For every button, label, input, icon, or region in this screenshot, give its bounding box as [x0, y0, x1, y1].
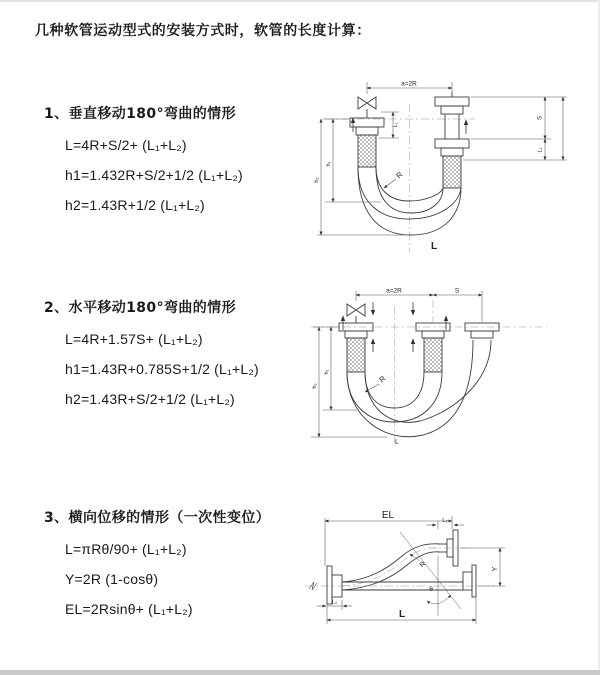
- scan-edge-top: [0, 0, 600, 2]
- formula-line: h1=1.43R+0.785S+1/2 (L₁+L₂): [65, 361, 259, 377]
- pipes-and-hose: [339, 304, 499, 437]
- section-heading: 1、垂直移动180°弯曲的情形: [44, 106, 236, 122]
- dim-h2-label: h₂: [314, 177, 320, 183]
- dim-l1-left-label: L₁: [393, 122, 399, 128]
- length-label: L: [398, 609, 406, 620]
- formula-line: L=4R+S/2+ (L₁+L₂): [65, 137, 187, 153]
- formula-line: h1=1.432R+S/2+1/2 (L₁+L₂): [65, 167, 243, 183]
- length-label: L: [395, 439, 399, 446]
- section-lateral-displacement: [44, 507, 270, 617]
- scan-edge-bottom: [0, 670, 600, 675]
- formula-line: h2=1.43R+S/2+1/2 (L₁+L₂): [65, 391, 235, 407]
- length-label: L: [430, 241, 438, 252]
- dim-s-label: S: [454, 287, 460, 295]
- dim-s-label: S: [537, 115, 544, 121]
- dim-h1-label: h₁: [324, 369, 330, 375]
- dim-l1-label: L₁: [332, 599, 337, 606]
- centerlines: [305, 548, 495, 586]
- diagram-labels: [314, 81, 544, 253]
- valve-icon: [347, 304, 365, 316]
- section-vertical-movement: [44, 103, 243, 213]
- formula-line: h2=1.43R+1/2 (L₁+L₂): [65, 197, 205, 213]
- diagram-horizontal-180-bend: [305, 282, 570, 452]
- dim-l1-right-label: L₁: [537, 147, 544, 153]
- formula-line: Y=2R (1-cosθ): [65, 571, 159, 587]
- dimension-lines: [317, 516, 505, 624]
- section-horizontal-movement: [44, 297, 259, 407]
- pipes-and-hose: [309, 530, 476, 604]
- dim-h2-label: h₂: [312, 383, 318, 389]
- dim-width-label: a=2R: [386, 287, 402, 295]
- radius-label: R: [418, 560, 428, 570]
- formula-line: L=πRθ/90+ (L₁+L₂): [65, 541, 187, 557]
- valve-icon: [358, 97, 376, 109]
- radius-label: R: [377, 373, 388, 385]
- dim-el-label: EL: [381, 510, 395, 521]
- diagram-lateral-displacement: [300, 498, 600, 658]
- dim-l2-label: L₂: [442, 518, 448, 524]
- dim-h1-label: h₁: [326, 161, 332, 167]
- dim-y-label: Y: [492, 566, 499, 572]
- theta-label: θ: [429, 586, 433, 593]
- radius-label: R: [394, 169, 405, 181]
- diagram-vertical-180-bend: [305, 72, 570, 262]
- formula-line: L=4R+1.57S+ (L₁+L₂): [65, 331, 203, 347]
- formula-line: EL=2Rsinθ+ (L₁+L₂): [65, 601, 193, 617]
- section-heading: 3、横向位移的情形（一次性变位）: [44, 510, 271, 526]
- section-heading: 2、水平移动180°弯曲的情形: [44, 300, 236, 316]
- dim-width-label: a=2R: [401, 80, 417, 88]
- page-title: 几种软管运动型式的安装方式时，软管的长度计算：: [35, 23, 371, 39]
- geometry-construction: [400, 532, 461, 616]
- dimension-lines: [311, 291, 482, 437]
